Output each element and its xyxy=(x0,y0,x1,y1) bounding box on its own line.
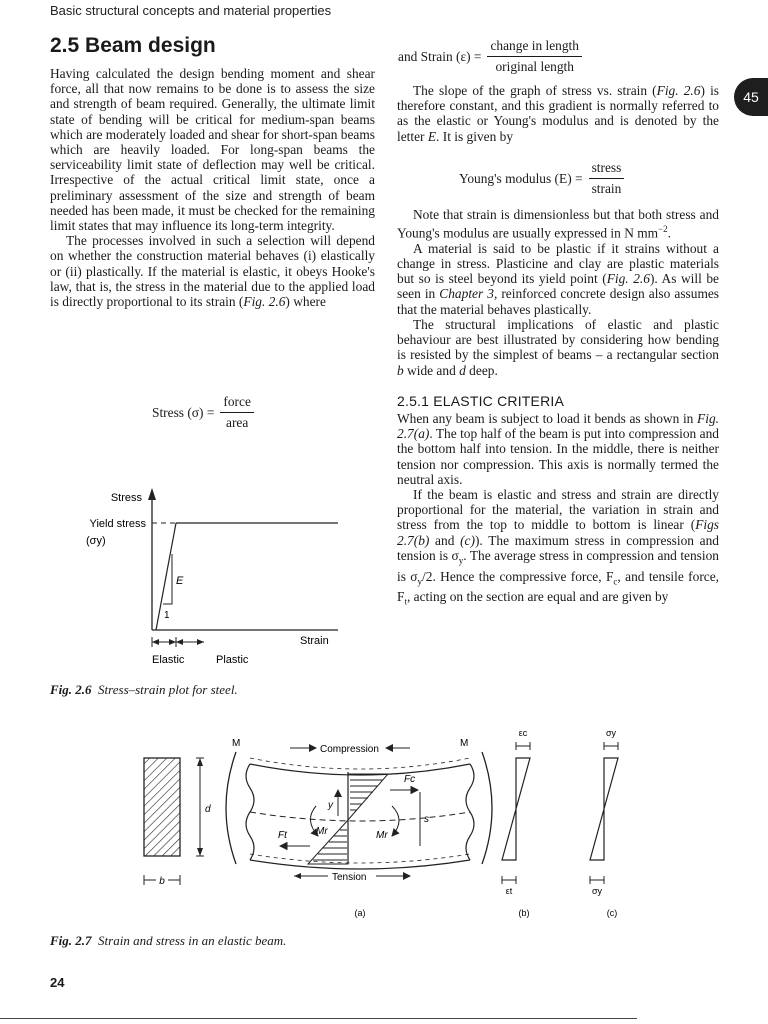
label-stress: Stress xyxy=(110,492,142,504)
label-Ft: Ft xyxy=(278,830,287,841)
label-tension: Tension xyxy=(332,872,367,883)
label-eps-t: εt xyxy=(505,886,513,896)
slope-triangle xyxy=(163,554,172,604)
paragraph-3: The slope of the graph of stress vs. strain (Fig. 2.6) is therefore constant, and this gradient is normally referred to as the elastic or Young's modulus and is denoted by the letter E. It is given by xyxy=(397,83,720,144)
beam-top-edge xyxy=(250,764,470,775)
stress-diagram xyxy=(590,758,618,860)
label-sigma-y: (σy) xyxy=(86,535,106,547)
paragraph-8: If the beam is elastic and stress and strain are directly proportional for the material, the variation in strain and stress from the top to middle to bottom is linear (Figs 2.7(b) and (c)). The maximum stress in compression and tension is $\sigma_y$. The average stress in compression and tension is $\sigma_y/2$. Hence the compressive force, $F_c$, and tensile force, $F_t$, acting on the section are equal and are given by xyxy=(397,486,720,608)
equation-strain: and Strain (ε) = $\frac{\text{change in length}}{\text{original length}}$ xyxy=(398,38,582,75)
neutral-axis xyxy=(250,812,470,821)
section-title: 2.5 Beam design xyxy=(50,34,216,57)
figure-caption-2-6: Fig. 2.6 Stress–strain plot for steel. xyxy=(50,682,238,697)
label-s: s xyxy=(424,814,429,825)
label-bb: (b) xyxy=(518,908,530,918)
label-b: b xyxy=(159,876,165,887)
label-compression: Compression xyxy=(320,744,379,755)
paragraph-2: The processes involved in such a selection will depend on whether the construction material behaves (i) elastically or (ii) plastically. If the material is elastic, it obeys Hooke's law, that is, the stress in the material due to the applied load is directly proportional to its strain (Fig. 2.6) where xyxy=(50,233,375,310)
footer-rule xyxy=(0,1018,637,1019)
label-M-right: M xyxy=(460,738,469,749)
figure-caption-2-7: Fig. 2.7 Strain and stress in an elastic beam. xyxy=(50,933,287,948)
equation-stress: Stress (σ) = $\frac{\text{force}}{\text{area}}$ xyxy=(152,394,254,431)
label-plastic: Plastic xyxy=(216,654,249,666)
label-strain: Strain xyxy=(300,635,329,647)
paragraph-6: The structural implications of elastic and plastic behaviour are best illustrated by considering how bending is resisted by the simplest of beams – a rectangular section b wide and d deep. xyxy=(397,316,719,378)
beam-bottom-edge xyxy=(250,860,470,869)
equation-youngs: Young's modulus (E) = $\frac{\text{stress}}{\text{strain}}$ xyxy=(459,160,624,197)
label-M-left: M xyxy=(232,738,241,749)
label-Mr-2: Mr xyxy=(376,830,388,841)
fig-ref: Fig. 2.6 xyxy=(243,294,286,310)
paragraph-7: When any beam is subject to load it bends as shown in Fig. 2.7(a). The top half of the beam is put into compression and the bottom half into tension. In the middle, there is neither tension nor compression. This axis is normally termed the neutral axis. xyxy=(397,410,719,487)
moment-arc-left xyxy=(226,752,236,864)
paragraph-5: A material is said to be plastic if it strains without a change in stress. Plasticine and clay are plastic materials but so is steel beyond its yield point (Fig. 2.6). As will be seen in Chapter 3, reinforced concrete design also assumes that the material behaves plastically. xyxy=(397,240,720,317)
running-header: Basic structural concepts and material properties xyxy=(50,3,332,18)
label-yield-stress: Yield stress xyxy=(89,518,146,530)
moment-arc-right xyxy=(482,752,492,864)
beam-end-right xyxy=(466,764,474,860)
label-one: 1 xyxy=(164,610,170,621)
column-right-top xyxy=(397,83,719,144)
label-elastic: Elastic xyxy=(152,654,185,666)
label-Fc: Fc xyxy=(404,774,416,785)
page-number: 24 xyxy=(50,975,65,990)
label-Mr-1: Mr xyxy=(316,826,328,837)
beam-cross-section xyxy=(144,758,180,856)
y-axis-arrow xyxy=(148,488,156,500)
stress-strain-plot xyxy=(60,480,360,680)
subsection-title: 2.5.1 ELASTIC CRITERIA xyxy=(397,392,565,409)
paragraph-4: Note that strain is dimensionless but that both stress and Young's modulus are usually expressed in N $mm^{-2}$. xyxy=(397,207,719,241)
label-sigma-bottom: σy xyxy=(591,886,603,896)
label-sigma-top: σy xyxy=(605,728,617,738)
label-y: y xyxy=(328,800,333,811)
moment-Mr-right xyxy=(392,806,399,836)
label-eps-c: εc xyxy=(518,728,528,738)
page-tab: 45 xyxy=(734,78,768,116)
label-d: d xyxy=(205,804,211,815)
label-a: (a) xyxy=(354,908,366,918)
strain-diagram xyxy=(502,758,530,860)
column-right-main xyxy=(397,207,719,610)
label-E: E xyxy=(176,575,184,587)
compression-block xyxy=(348,774,388,820)
beam-strain-stress-figure xyxy=(120,728,660,920)
column-left xyxy=(50,66,375,309)
label-c: (c) xyxy=(606,908,618,918)
paragraph-1: Having calculated the design bending moment and shear force, all that now remains to be done is to assess the size and strength of beam required. Generally, the ultimate limit state of bending will be critical for medium-span beams which are moderately loaded and shear for short-span beams which are heavily loaded. For long-span beams the serviceability limit state of deflection may well be critical. Irrespective of the actual critical limit state, once a preliminary assessment of the size and strength of beam needed has been made, it must be checked for the remaining limit states that may influence its long-term integrity. xyxy=(50,66,375,234)
